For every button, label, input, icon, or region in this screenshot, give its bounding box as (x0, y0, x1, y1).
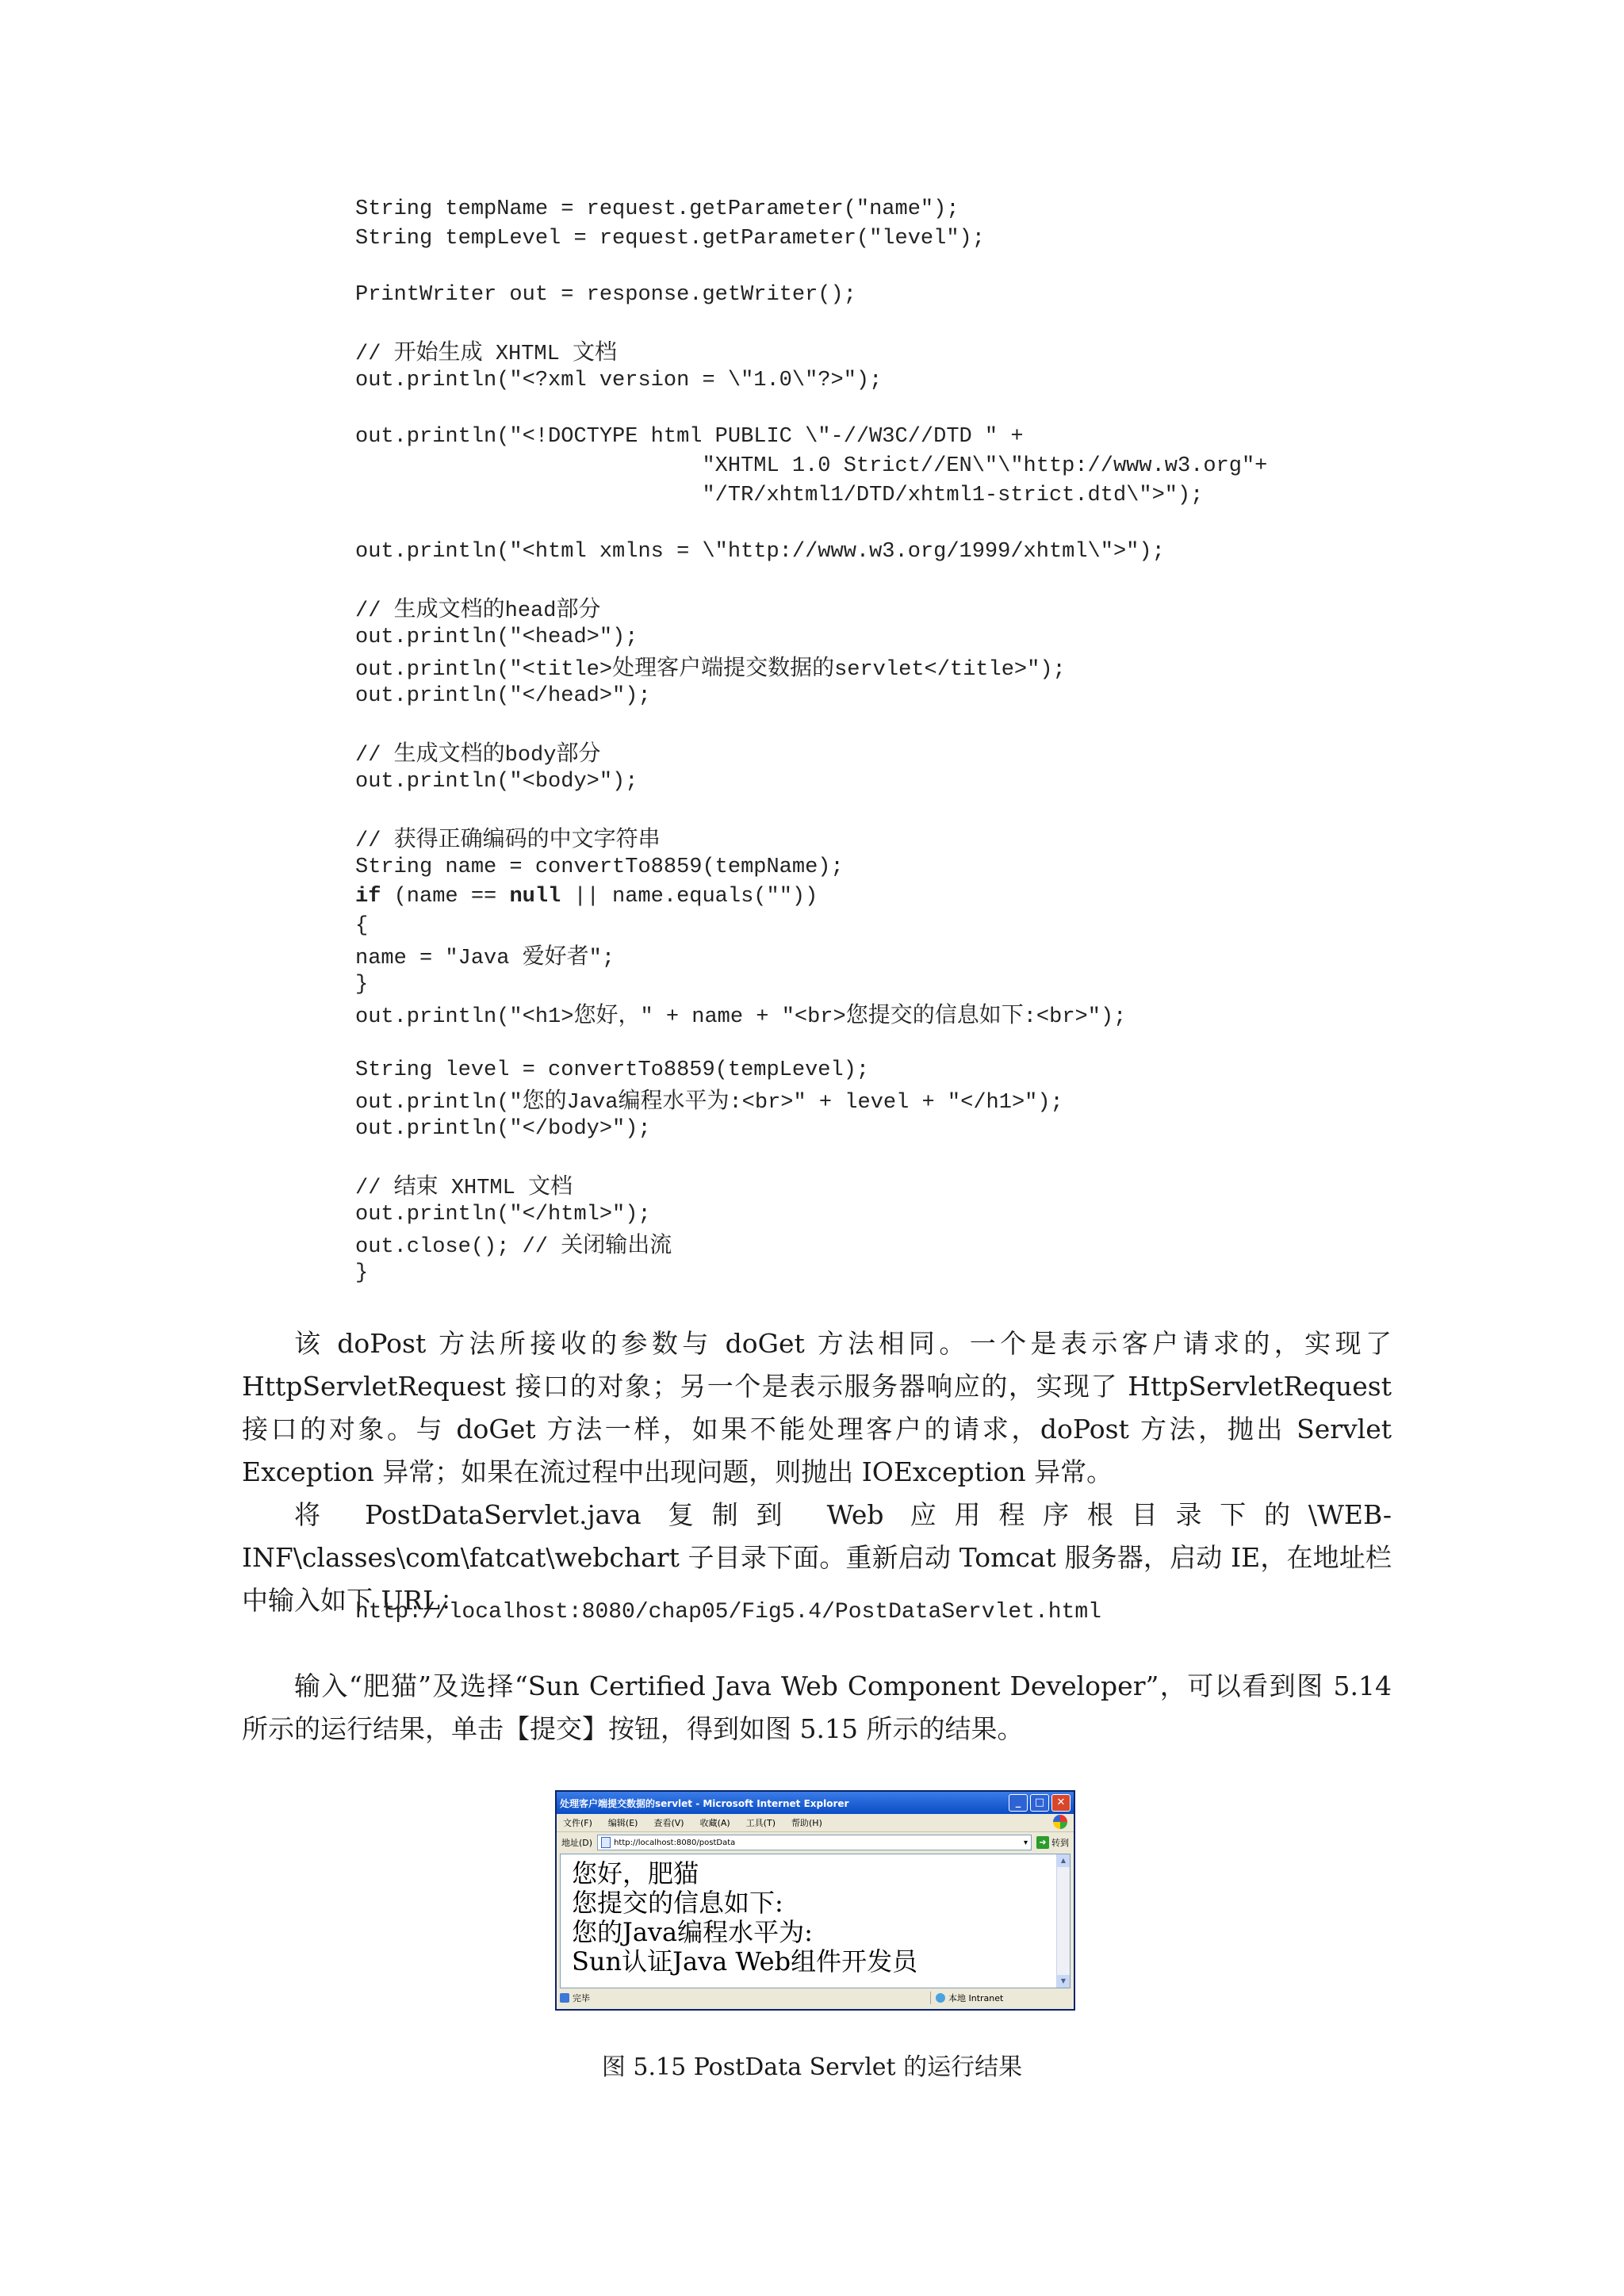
menu-item-edit: 编辑(E) (607, 1818, 638, 1828)
code-line: out.println("</head>"); (355, 684, 651, 708)
page-done-icon (560, 1993, 569, 2003)
content-line: 您的Java编程水平为: (572, 1917, 813, 1947)
content-line: Sun认证Java Web组件开发员 (572, 1946, 918, 1976)
intranet-icon (936, 1993, 945, 2003)
code-comment: // 结束 XHTML 文档 (355, 1173, 573, 1200)
url-line: http://localhost:8080/chap05/Fig5.4/PostDataServlet.html (355, 1600, 1101, 1624)
code-line: out.println("<body>"); (355, 770, 638, 794)
code-line: out.println("<head>"); (355, 626, 638, 649)
menu-item-tools: 工具(T) (745, 1818, 776, 1828)
menu-item-favorites: 收藏(A) (699, 1818, 730, 1828)
go-arrow-icon: ➜ (1036, 1836, 1049, 1849)
code-line: out.println("<!DOCTYPE html PUBLIC \"-//W3C//DTD " + (355, 425, 1024, 449)
code-line: out.println("<?xml version = \"1.0\"?>"); (355, 369, 883, 392)
code-line: "XHTML 1.0 Strict//EN\"\"http://www.w3.org"+ (355, 454, 1268, 478)
scroll-up-icon: ▲ (1057, 1854, 1070, 1867)
code-line: out.println("</html>"); (355, 1203, 651, 1226)
code-line: out.close(); // 关闭输出流 (355, 1231, 672, 1259)
windows-logo-icon (1053, 1815, 1067, 1829)
code-line: { (355, 914, 369, 938)
code-line: out.println("您的Java编程水平为:<br>" + level + "</h1>"); (355, 1087, 1063, 1115)
code-comment: // 生成文档的body部分 (355, 740, 601, 767)
code-line: String tempLevel = request.getParameter("level"); (355, 227, 985, 251)
ie-window-screenshot (555, 1790, 1075, 2011)
maximize-icon: □ (1030, 1794, 1049, 1812)
figure-caption: 图 5.15 PostData Servlet 的运行结果 (601, 2053, 1023, 2081)
status-text: 完毕 (573, 1993, 590, 2003)
code-comment: // 开始生成 XHTML 文档 (355, 339, 618, 366)
code-line: String level = convertTo8859(tempLevel); (355, 1058, 870, 1082)
minimize-icon: _ (1009, 1794, 1028, 1812)
close-icon: ✕ (1051, 1794, 1071, 1812)
code-line: } (355, 1261, 369, 1285)
page-icon (601, 1837, 611, 1848)
body-paragraph: 将 PostDataServlet.java 复制到 Web 应用程序根目录下的\WEB-INF\classes\com\fatcat\webchart 子目录下面。重新启动 Tomcat 服务器，启动 IE，在地址栏中输入如下 URL： (242, 1499, 1392, 1616)
status-zone: 本地 Intranet (948, 1993, 1004, 2003)
code-line: out.println("<h1>您好，" + name + "<br>您提交的信息如下:<br>"); (355, 1001, 1127, 1029)
menu-item-help: 帮助(H) (791, 1818, 822, 1828)
go-label: 转到 (1051, 1838, 1069, 1848)
address-label: 地址(D) (561, 1838, 593, 1848)
code-line: String tempName = request.getParameter("name"); (355, 197, 959, 221)
menu-bar (557, 1814, 1074, 1832)
page-content (560, 1854, 1071, 1988)
menu-item-view: 查看(V) (653, 1818, 684, 1828)
window-title: 处理客户端提交数据的servlet - Microsoft Internet Explorer (560, 1797, 849, 1809)
address-field (597, 1835, 1032, 1850)
body-paragraph: 该 doPost 方法所接收的参数与 doGet 方法相同。一个是表示客户请求的，实现了 HttpServletRequest 接口的对象；另一个是表示服务器响应的，实现了 HttpServletRequest 接口的对象。与 doGet 方法一样，如果不能处理客户的请求，doPost 方法，抛出 Servlet Exception 异常；如果在流过程中出现问题，则抛出 IOException 异常。 (242, 1328, 1392, 1487)
code-line: if (name == null || name.equals("")) (355, 885, 818, 909)
go-button (1036, 1836, 1069, 1849)
body-paragraph: 输入“肥猫”及选择“Sun Certified Java Web Component Developer”，可以看到图 5.14 所示的运行结果，单击【提交】按钮，得到如图 5.15 所示的结果。 (242, 1670, 1392, 1744)
status-bar (560, 1990, 1071, 2006)
address-value: http://localhost:8080/postData (614, 1838, 736, 1847)
scroll-down-icon: ▼ (1057, 1975, 1070, 1988)
code-line: String name = convertTo8859(tempName); (355, 855, 844, 879)
menu-item-file: 文件(F) (563, 1818, 592, 1828)
code-line: PrintWriter out = response.getWriter(); (355, 283, 856, 307)
code-line: } (355, 973, 369, 997)
address-bar (557, 1832, 1074, 1853)
code-comment: // 生成文档的head部分 (355, 595, 601, 623)
content-line: 您提交的信息如下: (572, 1888, 783, 1918)
content-line: 您好，肥猫 (572, 1858, 699, 1888)
code-line: out.println("<html xmlns = \"http://www.w3.org/1999/xhtml\">"); (355, 540, 1165, 564)
dropdown-icon: ▾ (1023, 1838, 1028, 1847)
code-line: "/TR/xhtml1/DTD/xhtml1-strict.dtd\">"); (355, 484, 1204, 507)
code-line: name = "Java 爱好者"; (355, 943, 615, 970)
code-comment: // 获得正确编码的中文字符串 (355, 825, 661, 853)
code-listing (355, 195, 1545, 1288)
scrollbar (1056, 1854, 1070, 1988)
title-bar (557, 1792, 1074, 1814)
code-line: out.println("<title>处理客户端提交数据的servlet</title>"); (355, 654, 1066, 682)
code-line: out.println("</body>"); (355, 1117, 651, 1141)
